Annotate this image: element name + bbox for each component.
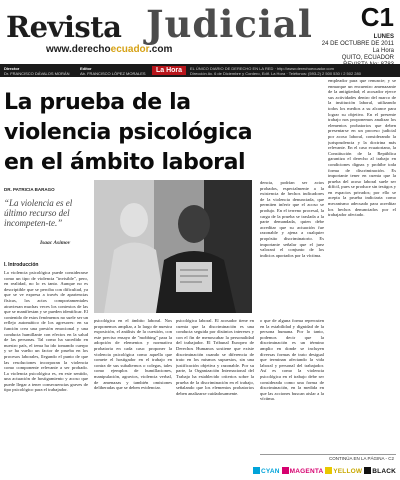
credit-contact-line1: EL ÚNICO DIARIO DE DERECHO EN LA RED · http://www.derechoecuador.com bbox=[190, 66, 334, 71]
article-column-3: psicológica laboral. El acosador tiene en cuenta que la discriminación es una conducta seguida por distintos intereses y con el fin de menoscabar la personalidad del trabajador. El Tribunal Europeo de Derechos Humanos sostiene que existe discriminación cuando se diferencia de trato en los mismos supuestos, sin una justificación objetiva y razonable. Por su parte, la Organización Internacional del Trabajo ha establecido criterios sobre la prueba de la discriminación en el trabajo, señalando que los elementos probatorios deben analizarse cuidadosamente. bbox=[176, 318, 254, 396]
edition-city: QUITO, ECUADOR bbox=[341, 55, 394, 61]
credit-director-name: Dr. FRANCISCO DÁVALOS MORÁN bbox=[4, 71, 70, 76]
swatch-magenta-chip bbox=[282, 467, 289, 474]
swatch-cyan bbox=[253, 468, 280, 475]
article-title: La prueba de la violencia psicológica en el ámbito laboral bbox=[4, 90, 253, 175]
brand-logo-suffix: Judicial bbox=[146, 2, 313, 46]
swatch-yellow-chip bbox=[325, 467, 332, 474]
swatch-black-chip bbox=[364, 467, 371, 474]
article-column-6: empleador para que renuncie; y se enmarque un encuentro amenazante de la antigüedad; el acosador ejerce sus actividades dentro del marco de la institución laboral, utilizando todos los medios a su alcance para lograr su objetivo. En el presente trabajo nos proponemos analizar los elementos probatorios que deben presentarse en un proceso judicial por acoso laboral, considerando la jurisprudencia y la doctrina más relevante. En el caso ecuatoriano, la Constitución de la República garantiza el derecho al trabajo en condiciones dignas y prohíbe toda forma de discriminación. Es importante tener en cuenta que la prueba del acoso laboral suele ser difícil, pues se produce sin testigos y en espacios privados; por ello se acepta la prueba indiciaria como mecanismo adecuado para acreditar los hechos denunciados por el trabajador afectado. bbox=[328, 78, 396, 218]
article-column-1: La violencia psicológica puede considerarse como un tipo de violencia "invisible", pero, en realidad, no lo es tanto. Aunque no es descriptible que se perciba con dificultad, ya que se ve expresa a través de apariencias físicas, los actos comportamentales atraviesan muchas veces los contextos de las que se manifiestan y se pueden identificar. El contenido de estos fenómenos no suele ser un reflejo automático de los agresores: en su función crea una presión emocional y una conducta humillante con efectos en la salud de las personas. Tal como ha sucedido en nuestro país, el tema ha ido tomando cuerpo y se ha vuelto un factor de prueba en los procesos laborales, llegando el punto de que las resoluciones incorporan la violencia como componente relevante a ser probado. La violencia psicológica es, en este sentido, una actuación de hostigamiento y acoso que puede llegar a tener consecuencias graves de tipo psicológico para el trabajador. bbox=[4, 270, 88, 393]
continued-note: CONTINÚA EN LA PÁGINA - C2 bbox=[328, 456, 394, 461]
credit-editor bbox=[80, 66, 146, 76]
article-column-5: dencia, podrían ser actos probados, especialmente a la existencia de hechos indicadores de la violencia denunciada, que permiten inferir que el acoso se produjo. En el terreno procesal, la carga de la prueba se traslada a la parte demandada, quien debe acreditar que su actuación fue razonable y ajena a cualquier propósito discriminatorio. Es importante señalar que el juez valorará el conjunto de los indicios aportados por la víctima. bbox=[260, 180, 324, 258]
site-url-suffix: .com bbox=[149, 44, 173, 55]
photo-illustration bbox=[94, 180, 252, 313]
print-color-bar bbox=[253, 467, 396, 475]
swatch-magenta bbox=[282, 468, 324, 475]
credit-contact bbox=[190, 66, 361, 76]
pull-quote-author: Isaac Asimov bbox=[40, 240, 71, 246]
article-photo bbox=[94, 180, 252, 313]
footer-rule bbox=[260, 454, 396, 455]
credit-editor-name: Ab. FRANCISCO LÓPEZ MORALES bbox=[80, 71, 146, 76]
brand-logo: Revista bbox=[6, 10, 122, 44]
credit-director bbox=[4, 66, 70, 76]
article-column-2: psicológica en el ámbito laboral. Nos proponemos ampliar, a lo largo de nuestra exposición, el análisis de la cuestión, con este preciso ensayo de "mobbing" para la adopción de elementos y normativa probatoria en cada caso: proponer la violencia psicológica como aquella que comete el hostigador en el trabajo en contra de sus subalternos o colegas, tales como ejemplos de humillaciones, manipulación, agravios, violencia verbal, de amenazas y también omisiones deliberadas que se deben evidenciar. bbox=[94, 318, 172, 391]
site-url[interactable] bbox=[46, 44, 172, 55]
paper-logo: La Hora bbox=[152, 66, 186, 75]
site-url-accent: ecuador bbox=[110, 44, 150, 55]
credit-editor-label: Editor bbox=[80, 66, 92, 71]
swatch-black-label: BLACK bbox=[372, 468, 396, 475]
swatch-magenta-label: MAGENTA bbox=[289, 468, 324, 475]
article-byline: DR. PATRICIA BARAGO bbox=[4, 187, 55, 192]
credit-contact-line2: Dirección Av. 6 de Diciembre y Cordero, Edif. La Hora · Teléfonos: (593-2) 2 500 530 / 2 502 280 bbox=[190, 71, 361, 76]
swatch-black bbox=[364, 468, 396, 475]
section-code: C1 bbox=[360, 2, 394, 32]
masthead bbox=[0, 0, 400, 64]
edition-date: 24 DE OCTUBRE DE 2011 bbox=[321, 41, 394, 47]
section-heading: I. Introducción bbox=[4, 262, 39, 268]
credit-director-label: Director bbox=[4, 66, 20, 71]
site-url-prefix: www.derecho bbox=[46, 44, 111, 55]
edition-paper: La Hora bbox=[372, 48, 394, 54]
article-column-4: o que de alguna forma repercuten en la estabilidad y dignidad de la persona humana. Por lo tanto, podemos decir que la discriminación es un término amplio en donde se incluyen diversas formas de trato desigual que terminan afectando la vida laboral y personal del trabajador. Así es como la violencia psicológica en el trabajo debe ser considerada como una forma de discriminación, en la medida en que las acciones buscan aislar a la víctima. bbox=[260, 318, 324, 402]
swatch-cyan-chip bbox=[253, 467, 260, 474]
pull-quote: “La violencia es el último recurso del incompeten-te.” bbox=[4, 198, 73, 228]
edition-day: LUNES bbox=[373, 34, 394, 40]
swatch-cyan-label: CYAN bbox=[261, 468, 280, 475]
credits-bar bbox=[0, 64, 400, 77]
swatch-yellow-label: YELLOW bbox=[333, 468, 363, 475]
swatch-yellow bbox=[325, 468, 362, 475]
